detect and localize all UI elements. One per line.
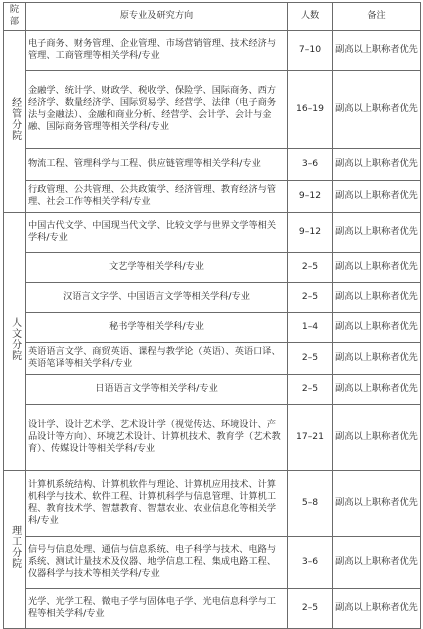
- count-cell: 2–5: [288, 374, 333, 404]
- major-cell: 金融学、统计学、财政学、税收学、保险学、国际商务、西方经济学、数量经济学、国际贸易学、经营学、法律（电子商务法与金融法）、金融和商业分析、经营学、会计学、会计与金融、国际商务管理等相关学科/专业: [26, 70, 288, 148]
- note-cell: 副高以上职称者优先: [333, 282, 421, 312]
- count-cell: 3–6: [288, 536, 333, 588]
- major-cell: 日语语言文学等相关学科/专业: [26, 374, 288, 404]
- table-header-row: [4, 3, 421, 31]
- major-cell: 秘书学等相关学科/专业: [26, 312, 288, 342]
- note-cell: 副高以上职称者优先: [333, 342, 421, 374]
- dept-cell-renwen: [4, 212, 26, 470]
- major-cell: 信号与信息处理、通信与信息系统、电子科学与技术、电路与系统、测试计量技术及仪器、地学信息工程、集成电路工程、仪器科学与技术等相关学科/专业: [26, 536, 288, 588]
- header-count: 人数: [288, 3, 333, 31]
- major-cell: 设计学、设计艺术学、艺术设计学（视觉传达、环境设计、产品设计等方向）、环境艺术设计、计算机技术、教育学（艺术教育）、传媒设计等相关学科/专业: [26, 404, 288, 470]
- major-cell: 汉语言文字学、中国语言文学等相关学科/专业: [26, 282, 288, 312]
- note-cell: 副高以上职称者优先: [333, 30, 421, 70]
- count-cell: 9–12: [288, 180, 333, 212]
- major-cell: 行政管理、公共管理、公共政策学、经济管理、教育经济与管理、社会工作等相关学科/专业: [26, 180, 288, 212]
- major-cell: 中国古代文学、中国现当代文学、比较文学与世界文学等相关学科/专业: [26, 212, 288, 252]
- table-row: [4, 212, 421, 252]
- major-cell: 文艺学等相关学科/专业: [26, 252, 288, 282]
- header-note: 备注: [333, 3, 421, 31]
- note-cell: 副高以上职称者优先: [333, 536, 421, 588]
- major-cell: 英语语言文学、商贸英语、课程与教学论（英语）、英语口译、英语笔译等相关学科/专业: [26, 342, 288, 374]
- table-row: [4, 148, 421, 180]
- dept-name-ligong: 理工分院: [9, 524, 21, 569]
- table-row: [4, 588, 421, 628]
- note-cell: 副高以上职称者优先: [333, 252, 421, 282]
- note-cell: 副高以上职称者优先: [333, 404, 421, 470]
- major-cell: 光学、光学工程、微电子学与固体电子学、光电信息科学与工程等相关学科/专业: [26, 588, 288, 628]
- table-row: [4, 282, 421, 312]
- table-row: [4, 180, 421, 212]
- table-row: [4, 374, 421, 404]
- dept-cell-ligong: [4, 470, 26, 628]
- count-cell: 16–19: [288, 70, 333, 148]
- major-cell: 物流工程、管理科学与工程、供应链管理等相关学科/专业: [26, 148, 288, 180]
- major-cell: 计算机系统结构、计算机软件与理论、计算机应用技术、计算机科学与技术、软件工程、计算机科学与信息管理、计算机工程、教育技术学、智慧教育、智慧农业、农业信息化等相关学科/专业: [26, 470, 288, 536]
- header-dept: [4, 3, 26, 31]
- note-cell: 副高以上职称者优先: [333, 180, 421, 212]
- count-cell: 2–5: [288, 342, 333, 374]
- header-dept-label: 院部: [9, 4, 20, 28]
- table-row: [4, 342, 421, 374]
- note-cell: 副高以上职称者优先: [333, 212, 421, 252]
- dept-name-jingguan: 经管分院: [9, 96, 21, 141]
- count-cell: 3–6: [288, 148, 333, 180]
- major-cell: 电子商务、财务管理、企业管理、市场营销管理、技术经济与管理、工商管理等相关学科/专业: [26, 30, 288, 70]
- recruitment-table: [3, 2, 421, 629]
- table-row: [4, 252, 421, 282]
- count-cell: 2–5: [288, 588, 333, 628]
- table-row: [4, 536, 421, 588]
- count-cell: 17–21: [288, 404, 333, 470]
- table-row: [4, 312, 421, 342]
- note-cell: 副高以上职称者优先: [333, 148, 421, 180]
- table-row: [4, 404, 421, 470]
- table-row: [4, 30, 421, 70]
- count-cell: 7–10: [288, 30, 333, 70]
- note-cell: 副高以上职称者优先: [333, 374, 421, 404]
- count-cell: 5–8: [288, 470, 333, 536]
- note-cell: 副高以上职称者优先: [333, 312, 421, 342]
- dept-cell-jingguan: [4, 30, 26, 212]
- dept-name-renwen: 人文分院: [9, 316, 21, 361]
- note-cell: 副高以上职称者优先: [333, 470, 421, 536]
- count-cell: 9–12: [288, 212, 333, 252]
- note-cell: 副高以上职称者优先: [333, 588, 421, 628]
- count-cell: 2–5: [288, 252, 333, 282]
- table-row: [4, 70, 421, 148]
- count-cell: 2–5: [288, 282, 333, 312]
- table-row: [4, 470, 421, 536]
- header-major: 原专业及研究方向: [26, 3, 288, 31]
- note-cell: 副高以上职称者优先: [333, 70, 421, 148]
- count-cell: 1–4: [288, 312, 333, 342]
